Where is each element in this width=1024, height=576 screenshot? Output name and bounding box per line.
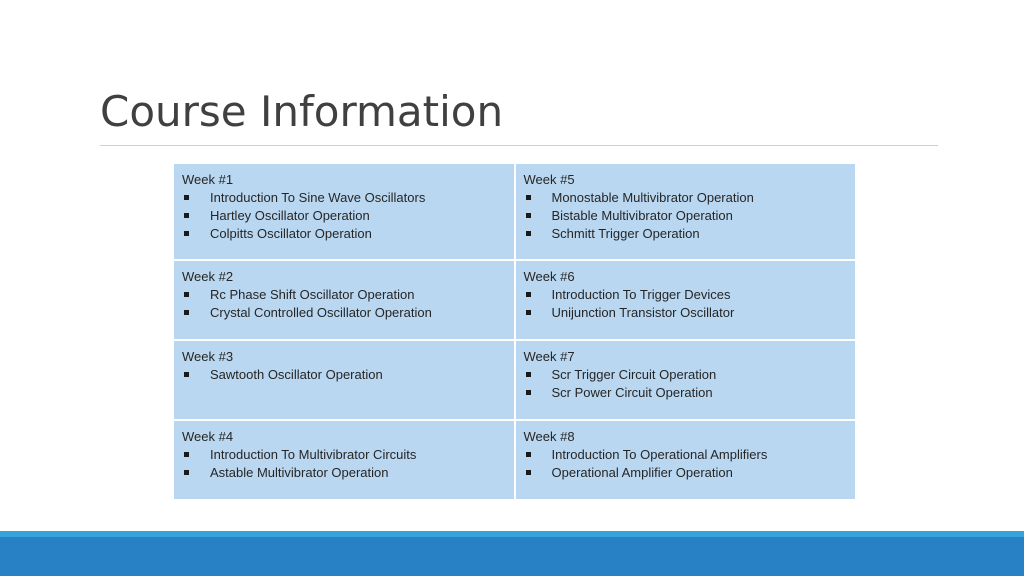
topic-list	[182, 189, 506, 243]
list-item: Colpitts Oscillator Operation	[182, 225, 506, 243]
list-item: Crystal Controlled Oscillator Operation	[182, 304, 506, 322]
list-item: Operational Amplifier Operation	[524, 464, 848, 482]
week-cell	[515, 163, 857, 260]
topic-list	[524, 366, 848, 402]
week-cell	[173, 420, 515, 500]
week-label: Week #5	[523, 172, 575, 187]
table-row	[173, 420, 856, 500]
week-cell	[173, 260, 515, 340]
course-schedule-table	[172, 162, 857, 501]
list-item: Monostable Multivibrator Operation	[524, 189, 848, 207]
week-cell	[173, 163, 515, 260]
slide-title: Course Information	[100, 87, 504, 136]
table-row	[173, 260, 856, 340]
week-label: Week #8	[523, 429, 575, 444]
topic-list	[524, 286, 848, 322]
week-label: Week #2	[182, 269, 234, 284]
week-label: Week #3	[182, 349, 234, 364]
list-item: Unijunction Transistor Oscillator	[524, 304, 848, 322]
list-item: Sawtooth Oscillator Operation	[182, 366, 506, 384]
topic-list	[182, 446, 506, 482]
list-item: Introduction To Sine Wave Oscillators	[182, 189, 506, 207]
topic-list	[524, 189, 848, 243]
list-item: Hartley Oscillator Operation	[182, 207, 506, 225]
list-item: Rc Phase Shift Oscillator Operation	[182, 286, 506, 304]
topic-list	[524, 446, 848, 482]
title-divider	[100, 145, 938, 146]
list-item: Scr Trigger Circuit Operation	[524, 366, 848, 384]
week-cell	[173, 340, 515, 420]
footer-bar	[0, 537, 1024, 576]
week-cell	[515, 420, 857, 500]
week-cell	[515, 260, 857, 340]
week-label: Week #6	[523, 269, 575, 284]
list-item: Astable Multivibrator Operation	[182, 464, 506, 482]
list-item: Introduction To Trigger Devices	[524, 286, 848, 304]
list-item: Introduction To Multivibrator Circuits	[182, 446, 506, 464]
week-label: Week #4	[182, 429, 234, 444]
table-row	[173, 163, 856, 260]
list-item: Introduction To Operational Amplifiers	[524, 446, 848, 464]
list-item: Scr Power Circuit Operation	[524, 384, 848, 402]
list-item: Schmitt Trigger Operation	[524, 225, 848, 243]
week-label: Week #1	[182, 172, 234, 187]
list-item: Bistable Multivibrator Operation	[524, 207, 848, 225]
week-cell	[515, 340, 857, 420]
topic-list	[182, 366, 506, 384]
week-label: Week #7	[523, 349, 575, 364]
topic-list	[182, 286, 506, 322]
table-row	[173, 340, 856, 420]
